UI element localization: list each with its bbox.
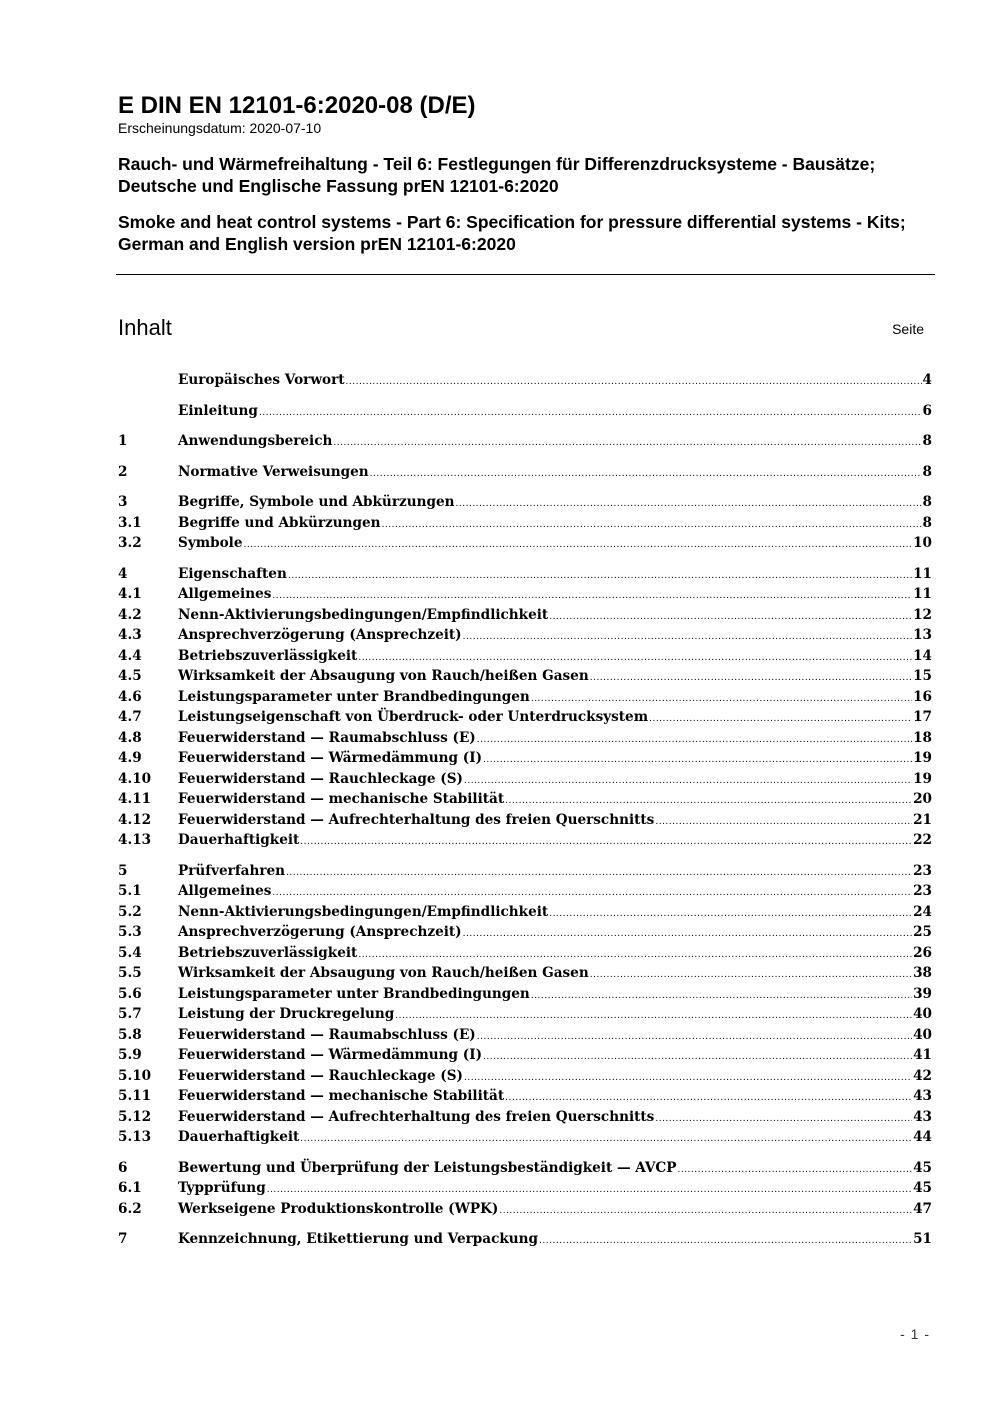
toc-entry-title: Feuerwiderstand — Raumabschluss (E) [178,1026,476,1043]
toc-group [118,1229,932,1250]
toc-entry-number: 7 [118,1231,128,1247]
toc-entry[interactable] [118,431,932,452]
toc-entry-number: 5.12 [118,1108,152,1125]
toc-entry-page: 41 [913,1047,932,1063]
dot-leader [272,883,912,904]
toc-entry-page: 43 [913,1088,932,1104]
toc-entry[interactable] [118,963,932,984]
toc-entry[interactable] [118,1229,932,1250]
toc-entry-title: Feuerwiderstand — mechanische Stabilität [178,1088,505,1104]
toc-entry[interactable] [118,769,932,790]
toc-entry-page: 20 [913,791,932,807]
toc-group [118,431,932,452]
toc-entry-title: Nenn-Aktivierungsbedingungen/Empfindlichkeit [178,903,549,920]
title-german: Rauch- und Wärmefreihaltung - Teil 6: Festlegungen für Differenzdrucksysteme - Bausätze; Deutsche und Englische Fassung prEN 12101-6:2020 [118,154,876,196]
page-column-heading: Seite [892,321,924,337]
toc-entry[interactable] [118,810,932,831]
toc-entry-title: Leistungseigenschaft von Überdruck- oder Unterdrucksystem [178,709,649,725]
toc-group [118,370,932,391]
toc-entry-title: Nenn-Aktivierungsbedingungen/Empfindlichkeit [178,606,549,623]
toc-entry-title: Bewertung und Überprüfung der Leistungsbeständigkeit — AVCP [178,1159,677,1176]
toc-entry-page: 11 [913,565,932,582]
toc-entry[interactable] [118,902,932,923]
toc-group [118,492,932,554]
toc-entry-page: 47 [913,1200,932,1217]
toc-entry-title: Feuerwiderstand — mechanische Stabilität [178,791,505,807]
toc-entry-title: Begriffe und Abkürzungen [178,514,381,531]
dot-leader [505,1088,912,1109]
dot-leader [549,607,912,628]
toc-entry-number: 5.6 [118,985,142,1002]
document-id: E DIN EN 12101-6:2020-08 (D/E) [118,92,476,119]
header-divider [116,274,935,275]
dot-leader [346,372,922,393]
toc-heading: Inhalt [118,315,172,340]
toc-entry[interactable] [118,984,932,1005]
toc-entry-page: 19 [913,770,932,787]
toc-entry[interactable] [118,687,932,708]
toc-entry-page: 51 [913,1231,932,1247]
toc-entry-page: 23 [913,862,932,879]
toc-entry-number: 4.9 [118,750,142,766]
toc-entry[interactable] [118,401,932,422]
toc-entry-page: 8 [922,514,932,531]
toc-entry-page: 12 [913,606,932,623]
toc-entry-page: 40 [913,1006,932,1022]
dot-leader [477,1027,912,1048]
toc-entry-title: Leistung der Druckregelung [178,1006,395,1022]
dot-leader [288,566,912,587]
toc-entry-title: Wirksamkeit der Absaugung von Rauch/heißen Gasen [178,668,589,684]
dot-leader [655,1109,912,1130]
toc-entry-number: 4.12 [118,811,152,828]
toc-entry-number: 4.6 [118,688,142,705]
toc-entry[interactable] [118,728,932,749]
toc-entry-title: Prüfverfahren [178,862,286,879]
toc-entry-page: 15 [913,668,932,684]
toc-entry-title: Anwendungsbereich [178,433,333,449]
toc-entry-page: 11 [913,586,932,602]
toc-entry-number: 6 [118,1159,128,1176]
toc-entry[interactable] [118,943,932,964]
dot-leader [358,648,912,669]
toc-entry-title: Feuerwiderstand — Rauchleckage (S) [178,1067,463,1084]
toc-entry-title: Feuerwiderstand — Wärmedämmung (I) [178,1047,483,1063]
toc-entry-title: Typprüfung [178,1180,266,1196]
dot-leader [300,832,912,853]
dot-leader [272,586,912,607]
dot-leader [649,709,912,730]
toc-entry-number: 2 [118,463,128,480]
dot-leader [483,750,912,771]
dot-leader [539,1231,912,1252]
toc-entry-page: 4 [922,372,932,388]
toc-entry-title: Allgemeines [178,883,272,899]
toc-entry-number: 5.10 [118,1067,152,1084]
toc-entry-page: 10 [913,535,932,551]
toc-entry-page: 40 [913,1026,932,1043]
toc-group [118,1158,932,1220]
toc-entry[interactable] [118,492,932,513]
toc-entry-number: 4.2 [118,606,142,623]
toc-entry-number: 1 [118,433,128,449]
toc-entry-title: Feuerwiderstand — Rauchleckage (S) [178,770,463,787]
toc-entry-number: 3 [118,494,128,510]
title-english: Smoke and heat control systems - Part 6: Specification for pressure differential systems - Kits; German and English version prEN 12101-6:2020 [118,212,906,254]
toc-entry-title: Einleitung [178,402,258,419]
toc-entry-page: 8 [922,494,932,510]
dot-leader [395,1006,912,1027]
dot-leader [358,945,912,966]
toc-entry-page: 22 [913,832,932,848]
toc-entry-page: 17 [913,709,932,725]
toc-entry-title: Feuerwiderstand — Raumabschluss (E) [178,729,476,746]
toc-entry-title: Eigenschaften [178,565,287,582]
toc-entry-number: 4.13 [118,832,152,848]
toc-entry-page: 8 [922,433,932,449]
toc-entry-title: Feuerwiderstand — Aufrechterhaltung des freien Querschnitts [178,1108,655,1125]
toc-entry[interactable] [118,564,932,585]
toc-entry[interactable] [118,922,932,943]
toc-entry[interactable] [118,861,932,882]
dot-leader [549,904,912,925]
toc-entry-page: 42 [913,1067,932,1084]
dot-leader [655,812,912,833]
toc-entry[interactable] [118,584,932,605]
toc-entry-number: 6.2 [118,1200,142,1217]
toc-entry-title: Kennzeichnung, Etikettierung und Verpackung [178,1231,539,1247]
toc-entry-page: 38 [913,965,932,981]
dot-leader [477,730,912,751]
toc-entry-title: Ansprechverzögerung (Ansprechzeit) [178,924,462,940]
toc-entry-number: 5.4 [118,944,142,961]
toc-entry-page: 39 [913,985,932,1002]
toc-entry[interactable] [118,1025,932,1046]
toc-entry-page: 13 [913,627,932,643]
toc-entry-page: 25 [913,924,932,940]
toc-entry-title: Leistungsparameter unter Brandbedingungen [178,688,530,705]
toc-entry-number: 4.3 [118,627,142,643]
dot-leader [464,1068,912,1089]
toc-group [118,462,932,483]
toc-entry-number: 5.7 [118,1006,142,1022]
toc-entry-page: 14 [913,647,932,664]
dot-leader [333,433,921,454]
dot-leader [499,1201,912,1222]
toc-entry-number: 4.1 [118,586,142,602]
toc-group [118,564,932,851]
dot-leader [505,791,912,812]
toc-entry-page: 23 [913,883,932,899]
toc-entry-page: 24 [913,903,932,920]
toc-entry-number: 5.1 [118,883,142,899]
dot-leader [677,1160,912,1181]
table-of-contents [118,370,932,1250]
toc-entry-page: 6 [922,402,932,419]
dot-leader [463,627,912,648]
toc-entry-title: Europäisches Vorwort [178,372,345,388]
toc-group [118,861,932,1148]
toc-entry-number: 4.10 [118,770,152,787]
dot-leader [456,494,922,515]
toc-entry-number: 5.13 [118,1129,152,1145]
dot-leader [590,668,912,689]
toc-entry-page: 18 [913,729,932,746]
toc-entry-page: 45 [913,1180,932,1196]
toc-entry-number: 6.1 [118,1180,142,1196]
toc-entry-title: Ansprechverzögerung (Ansprechzeit) [178,627,462,643]
toc-entry[interactable] [118,533,932,554]
dot-leader [286,863,912,884]
toc-entry[interactable] [118,666,932,687]
toc-entry-number: 5.9 [118,1047,142,1063]
toc-entry[interactable] [118,1045,932,1066]
toc-entry-title: Feuerwiderstand — Wärmedämmung (I) [178,750,483,766]
toc-entry-number: 5 [118,862,128,879]
toc-entry[interactable] [118,1107,932,1128]
toc-entry-number: 3.2 [118,535,142,551]
toc-entry-title: Leistungsparameter unter Brandbedingungen [178,985,530,1002]
toc-entry[interactable] [118,646,932,667]
publication-date: Erscheinungsdatum: 2020-07-10 [118,120,322,136]
toc-entry[interactable] [118,1199,932,1220]
toc-group [118,401,932,422]
toc-entry-page: 44 [913,1129,932,1145]
toc-entry-page: 26 [913,944,932,961]
toc-entry-page: 45 [913,1159,932,1176]
toc-entry[interactable] [118,625,932,646]
dot-leader [267,1180,912,1201]
toc-entry[interactable] [118,605,932,626]
toc-entry-title: Dauerhaftigkeit [178,1129,300,1145]
dot-leader [259,403,922,424]
toc-entry-page: 8 [922,463,932,480]
toc-entry-title: Begriffe, Symbole und Abkürzungen [178,494,455,510]
dot-leader [531,986,912,1007]
toc-entry-number: 4.4 [118,647,142,664]
toc-entry-title: Normative Verweisungen [178,463,369,480]
toc-entry-title: Symbole [178,535,243,551]
toc-entry-title: Betriebszuverlässigkeit [178,944,358,961]
toc-entry-title: Allgemeines [178,586,272,602]
dot-leader [590,965,912,986]
toc-entry-title: Werkseigene Produktionskontrolle (WPK) [178,1200,499,1217]
toc-entry-number: 5.8 [118,1026,142,1043]
dot-leader [382,515,922,536]
toc-entry-page: 16 [913,688,932,705]
toc-entry-number: 4.5 [118,668,142,684]
toc-entry-page: 19 [913,750,932,766]
toc-entry-number: 5.2 [118,903,142,920]
toc-entry-number: 5.3 [118,924,142,940]
toc-entry-number: 5.11 [118,1088,152,1104]
toc-entry[interactable] [118,1158,932,1179]
toc-entry-number: 4.11 [118,791,152,807]
toc-entry-page: 21 [913,811,932,828]
toc-entry[interactable] [118,881,932,902]
toc-entry-title: Wirksamkeit der Absaugung von Rauch/heißen Gasen [178,965,589,981]
toc-entry[interactable] [118,1178,932,1199]
toc-entry[interactable] [118,1004,932,1025]
toc-entry[interactable] [118,707,932,728]
dot-leader [300,1129,912,1150]
toc-entry-number: 4.7 [118,709,142,725]
toc-entry-title: Betriebszuverlässigkeit [178,647,358,664]
page-number: - 1 - [900,1326,930,1342]
toc-entry-number: 4 [118,565,128,582]
toc-entry[interactable] [118,1066,932,1087]
toc-entry[interactable] [118,513,932,534]
dot-leader [464,771,912,792]
toc-entry-title: Feuerwiderstand — Aufrechterhaltung des freien Querschnitts [178,811,655,828]
toc-entry-number: 3.1 [118,514,142,531]
dot-leader [483,1047,912,1068]
dot-leader [531,689,912,710]
toc-entry-number: 5.5 [118,965,142,981]
dot-leader [370,464,922,485]
toc-entry[interactable] [118,462,932,483]
toc-entry[interactable] [118,789,932,810]
toc-entry[interactable] [118,830,932,851]
toc-entry[interactable] [118,1086,932,1107]
document-header [118,92,936,255]
toc-entry[interactable] [118,370,932,391]
toc-entry[interactable] [118,748,932,769]
toc-entry-title: Dauerhaftigkeit [178,832,300,848]
toc-entry-number: 4.8 [118,729,142,746]
dot-leader [243,535,912,556]
dot-leader [463,924,912,945]
toc-entry-page: 43 [913,1108,932,1125]
toc-entry[interactable] [118,1127,932,1148]
